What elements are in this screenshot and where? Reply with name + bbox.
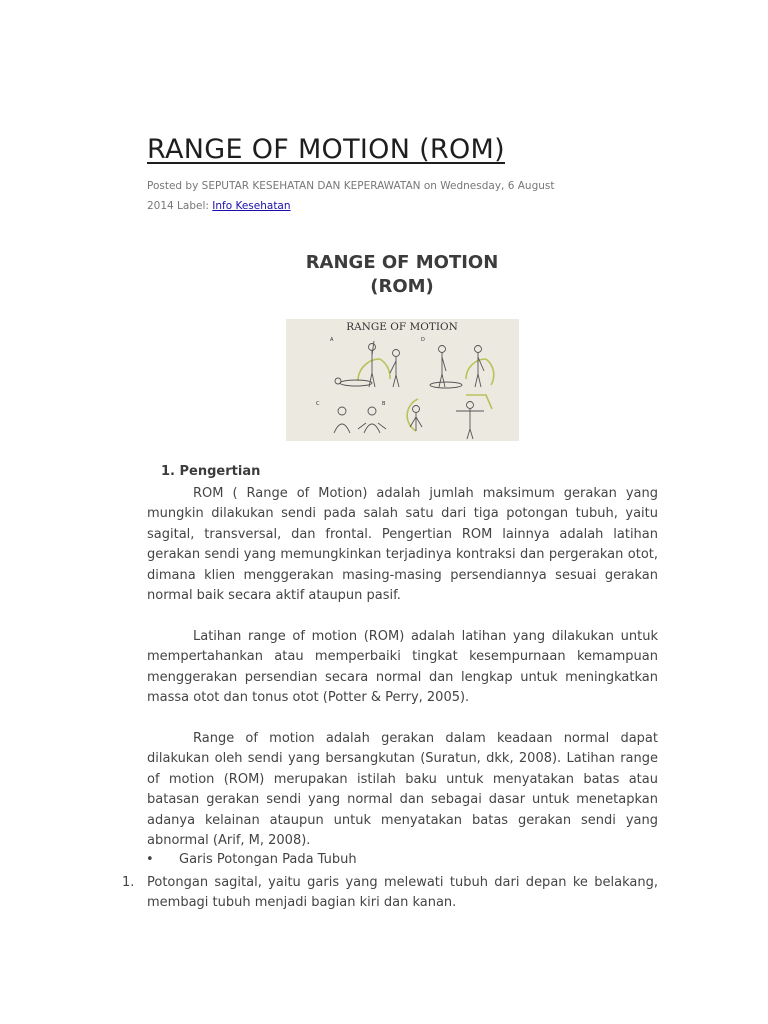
- section-heading-pengertian: 1. Pengertian: [161, 464, 261, 479]
- paragraph-1-text: ROM ( Range of Motion) adalah jumlah maksimum gerakan yang mungkin dilakukan sendi pada salah satu dari tiga potongan tubuh, yaitu sagital, transversal, dan frontal. Pengertian ROM lainnya adalah latihan gerakan sendi yang memungkinkan terjadinya kontraksi dan pergerakan otot, dimana klien menggerakan masing-masing persendiannya sesuai gerakan normal baik secara aktif ataupun pasif.: [147, 486, 658, 604]
- paragraph-3-text: Range of motion adalah gerakan dalam keadaan normal dapat dilakukan oleh sendi yang bersangkutan (Suratun, dkk, 2008). Latihan range of motion (ROM) merupakan istilah baku untuk menyatakan batas atau batasan gerakan sendi yang normal dan sebagai dasar untuk menetapkan adanya kelainan ataupun untuk menyatakan batas gerakan sendi yang abnormal (Arif, M, 2008).: [147, 731, 658, 849]
- post-meta: [147, 176, 587, 216]
- article-heading: [247, 251, 557, 299]
- range-of-motion-illustration: [286, 319, 519, 441]
- figure-caption: RANGE OF MOTION: [346, 321, 458, 333]
- paragraph-2: [147, 627, 658, 709]
- numbered-marker: 1.: [122, 875, 135, 890]
- figure-label-c: C: [316, 401, 320, 407]
- article-heading-line2: (ROM): [370, 276, 434, 297]
- numbered-item: [122, 873, 658, 914]
- label-link[interactable]: Info Kesehatan: [212, 200, 291, 212]
- article-heading-line1: RANGE OF MOTION: [305, 252, 499, 273]
- paragraph-3: [147, 729, 658, 851]
- post-title[interactable]: RANGE OF MOTION (ROM): [147, 134, 505, 165]
- numbered-text: Potongan sagital, yaitu garis yang melewati tubuh dari depan ke belakang, membagi tubuh menjadi bagian kiri dan kanan.: [147, 875, 658, 911]
- bullet-text: Garis Potongan Pada Tubuh: [179, 852, 357, 867]
- figure-label-a: A: [330, 337, 334, 343]
- bullet-item: [146, 852, 357, 867]
- meta-posted-by: Posted by SEPUTAR KESEHATAN DAN KEPERAWATAN on Wednesday, 6 August: [147, 180, 555, 192]
- paragraph-1: [147, 484, 658, 606]
- figure-label-d: D: [421, 337, 425, 343]
- meta-date-label-prefix: 2014 Label:: [147, 200, 213, 212]
- paragraph-2-text: Latihan range of motion (ROM) adalah latihan yang dilakukan untuk mempertahankan atau memperbaiki tingkat kesempurnaan kemampuan menggerakan persendian secara normal dan lengkap untuk meningkatkan massa otot dan tonus otot (Potter & Perry, 2005).: [147, 629, 658, 706]
- range-of-motion-figure: [286, 319, 519, 441]
- figure-label-b: B: [382, 401, 386, 407]
- bullet-icon: •: [146, 852, 154, 867]
